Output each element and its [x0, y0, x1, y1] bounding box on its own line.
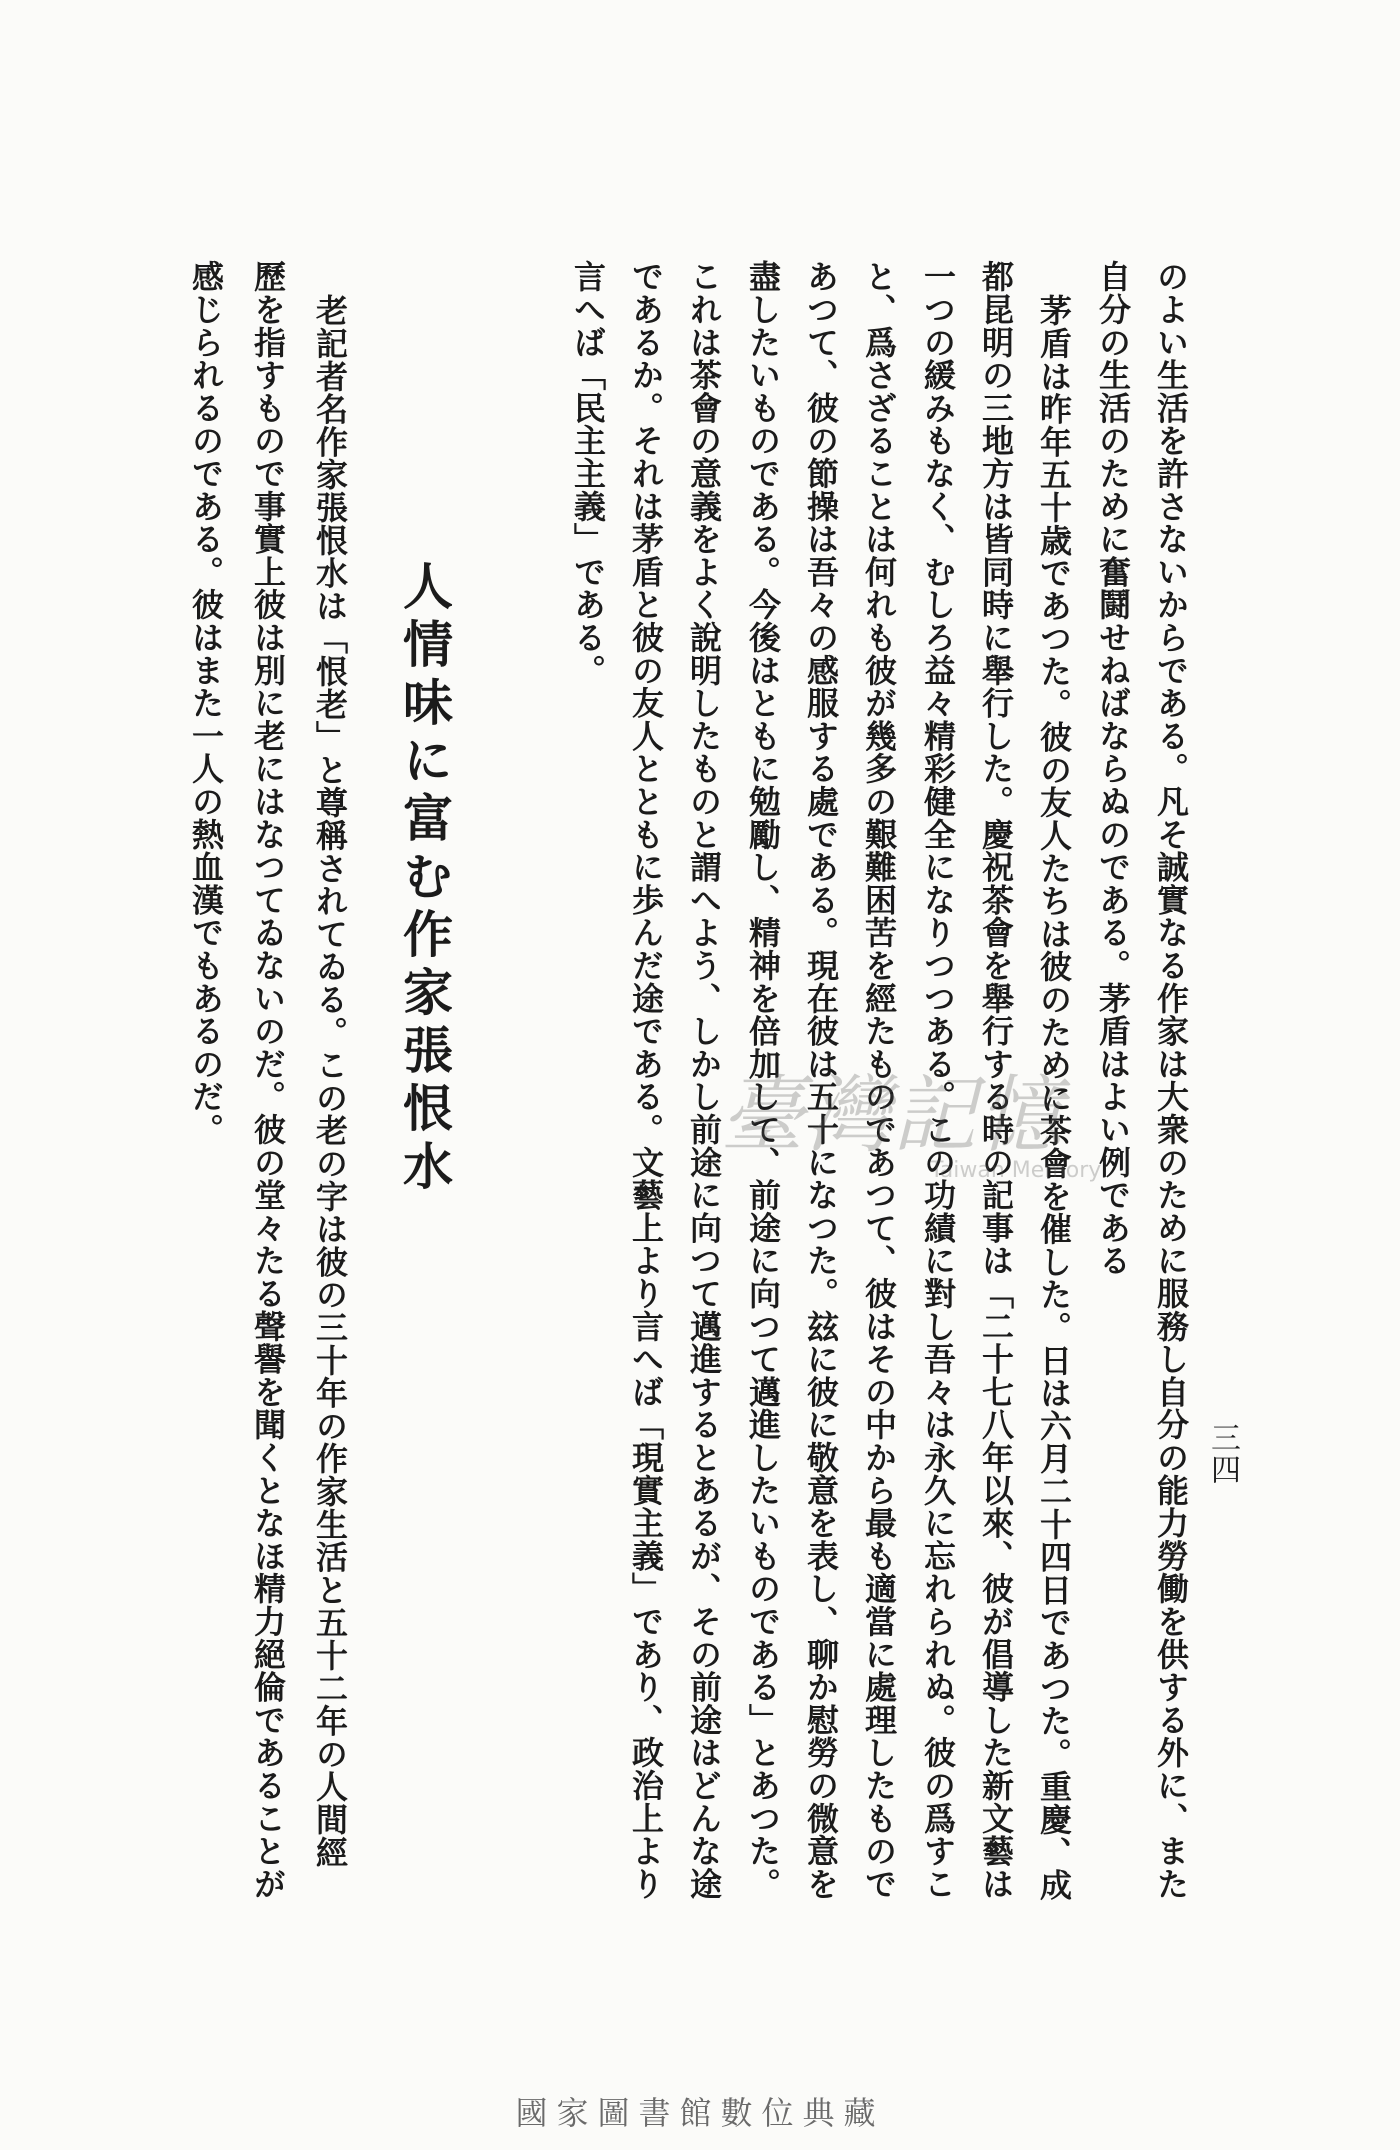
text-column: 茅盾は昨年五十歳であつた。彼の友人たちは彼のために茶會を催した。日は六月二十四日であつた。重慶、成	[1035, 294, 1073, 1902]
watermark-text: 臺灣記憶	[720, 1066, 1065, 1164]
text-column: あつて、彼の節操は吾々の感服する處である。現在彼は五十になつた。玆に彼に敬意を表し、聊か慰勞の微意を	[802, 260, 840, 1900]
text-column: と、爲さざることは何れも彼が幾多の艱難困苦を經たものであつて、彼はその中から最も適當に處理したもので	[860, 260, 898, 1900]
section-title: 人情味に富む作家張恨水	[395, 560, 454, 1198]
text-column: これは茶會の意義をよく說明したものと謂へよう、しかし前途に向つて邁進するとあるが、その前途はどんな途	[685, 260, 723, 1900]
text-column: であるか。それは茅盾と彼の友人とともに歩んだ途である。文藝上より言へば「現實主義」であり、政治上より	[627, 260, 665, 1900]
text-column: のよい生活を許さないからである。凡そ誠實なる作家は大衆のために服務し自分の能力勞働を供する外に、また	[1152, 260, 1190, 1900]
archive-footer: 國家圖書館數位典藏	[515, 2094, 885, 2132]
text-column: 一つの緩みもなく、むしろ益々精彩健全になりつつある。この功績に對し吾々は永久に忘れられぬ。彼の爲すこ	[919, 260, 957, 1900]
text-column: 都昆明の三地方は皆同時に舉行した。慶祝茶會を舉行する時の記事は「二十七八年以來、彼が倡導した新文藝は	[977, 260, 1015, 1900]
text-column: 盡したいものである。今後はともに勉勵し、精神を倍加して、前途に向つて邁進したいものである」とあつた。	[744, 260, 782, 1900]
text-column: 感じられるのである。彼はまた一人の熱血漢でもあるのだ。	[187, 260, 225, 1146]
text-column: 歷を指すもので事實上彼は別に老にはなつてゐないのだ。彼の堂々たる聲譽を聞くとなほ精力絕倫であることが	[249, 260, 287, 1900]
watermark-subtext: Taiwan Memory	[930, 1158, 1102, 1183]
text-column: 老記者名作家張恨水は「恨老」と尊稱されてゐる。この老の字は彼の三十年の作家生活と五十二年の人間經	[311, 294, 349, 1869]
text-column: 自分の生活のために奮鬪せねばならぬのである。茅盾はよい例である	[1094, 260, 1132, 1277]
page-number: 三四	[1205, 1422, 1240, 1486]
text-column: 言へば「民主主義」である。	[569, 260, 607, 687]
